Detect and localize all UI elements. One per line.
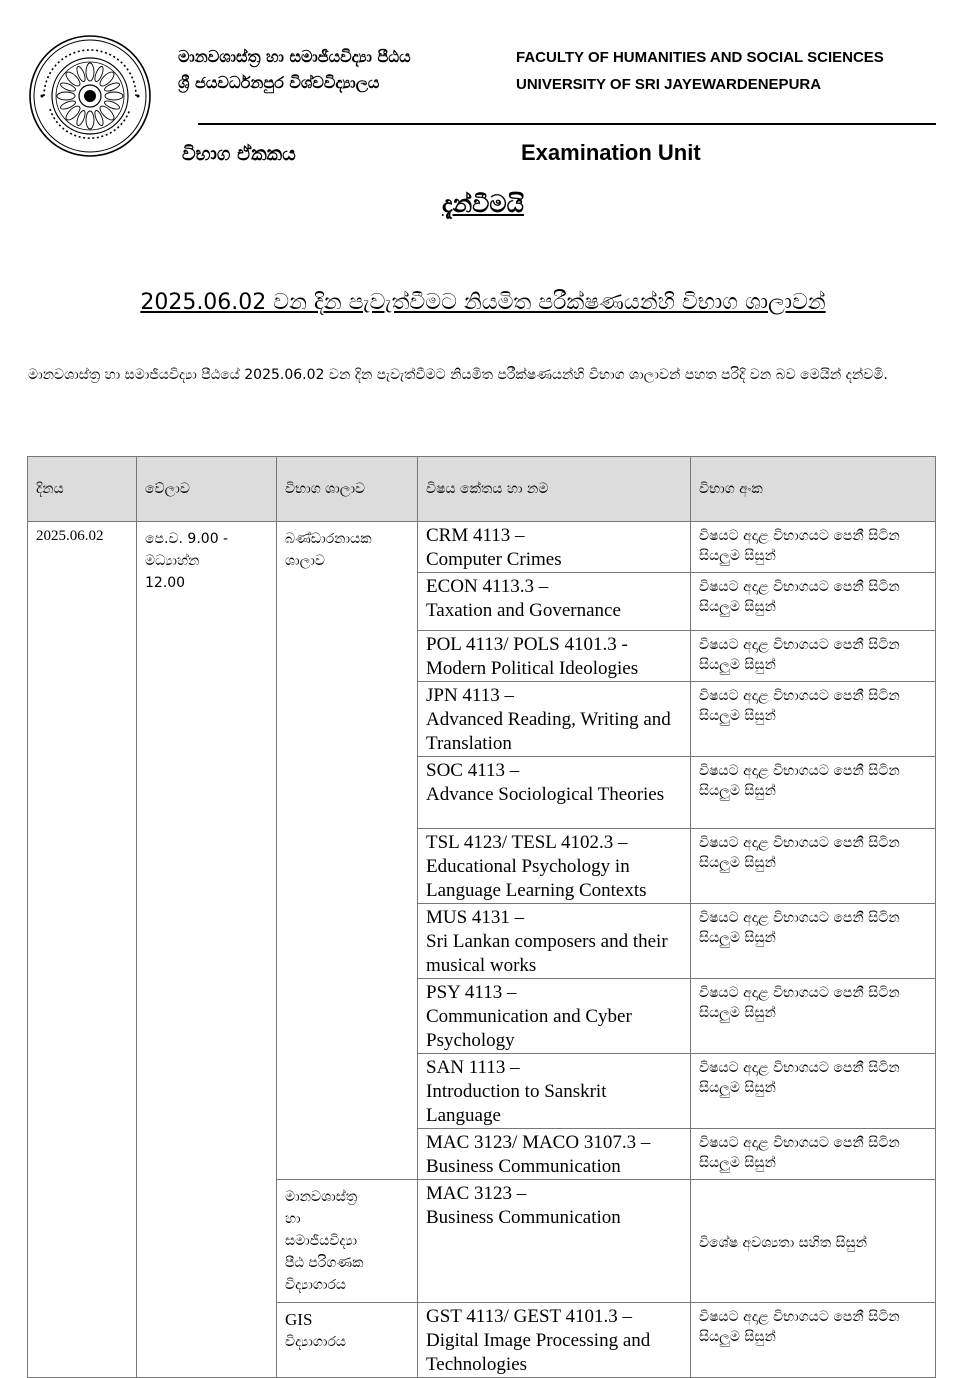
subject-name: Advance Sociological Theories (426, 784, 665, 805)
subject-cell (418, 1054, 691, 1129)
university-name-sinhala: ශ්‍රී ජයවර්ධනපුර විශ්වවිද්‍යාලය (178, 73, 380, 92)
subject-cell (418, 829, 691, 904)
hall-cell-bandaranayake (277, 522, 418, 1180)
eligibility-cell: විෂයට අදාළ විභාගයට පෙනී සිටින සියලුම සිසුන් (691, 1054, 936, 1129)
subject-code: SAN 1113 – (426, 1057, 520, 1078)
eligibility-cell: විෂයට අදාළ විභාගයට පෙනී සිටින සියලුම සිසුන් (691, 757, 936, 829)
eligibility-cell: විෂයට අදාළ විභාගයට පෙනී සිටින සියලුම සිසුන් (691, 1129, 936, 1180)
exam-halls-table (27, 456, 936, 1378)
time-cell (137, 522, 277, 1378)
eligibility-cell: විෂයට අදාළ විභාගයට පෙනී සිටින සියලුම සිසුන් (691, 1303, 936, 1378)
unit-name-sinhala: විභාග ඒකකය (182, 143, 296, 165)
university-name-english: UNIVERSITY OF SRI JAYEWARDENEPURA (516, 76, 822, 93)
time-start: පෙ.ව. 9.00 - (145, 531, 229, 547)
hall-name: හා (285, 1211, 301, 1227)
hall-name: විද්‍යාගාරය (285, 1277, 346, 1293)
eligibility-cell: විෂයට අදාළ විභාගයට පෙනී සිටින සියලුම සිසුන් (691, 904, 936, 979)
hall-cell-gis-lab (277, 1303, 418, 1378)
subject-cell (418, 1303, 691, 1378)
subject-cell (418, 979, 691, 1054)
eligibility-cell: විෂයට අදාළ විභාගයට පෙනී සිටින සියලුම සිසුන් (691, 829, 936, 904)
eligibility-cell: විෂයට අදාළ විභාගයට පෙනී සිටින සියලුම සිසුන් (691, 682, 936, 757)
subject-cell (418, 1129, 691, 1180)
subject-code: MAC 3123/ MACO 3107.3 – (426, 1132, 651, 1153)
subject-cell (418, 573, 691, 631)
subject-code: MUS 4131 – (426, 907, 525, 928)
subject-name: Computer Crimes (426, 549, 562, 570)
subject-name: Digital Image Processing and Technologies (426, 1330, 651, 1375)
faculty-name-sinhala: මානවශාස්ත්‍ර හා සමාජීයවිද්‍යා පීඨය (178, 47, 411, 66)
notice-title: දැන්වීමයි (442, 190, 524, 218)
subject-name: Communication and Cyber Psychology (426, 1006, 632, 1051)
eligibility-cell: විෂයට අදාළ විභාගයට පෙනී සිටින සියලුම සිසුන් (691, 573, 936, 631)
header-hall: විභාග ශාලාව (277, 457, 418, 522)
subject-cell (418, 631, 691, 682)
subject-name: Introduction to Sanskrit Language (426, 1081, 607, 1126)
subject-code: TSL 4123/ TESL 4102.3 – (426, 832, 628, 853)
table-header-row (28, 457, 936, 522)
header-sinhala (178, 44, 411, 96)
hall-name: සමාජීයවිද්‍යා (285, 1233, 358, 1249)
eligibility-cell: විශේෂ අවශ්‍යතා සහිත සිසුන් (691, 1180, 936, 1303)
subject-name: Sri Lankan composers and their musical works (426, 931, 668, 976)
subject-code: GST 4113/ GEST 4101.3 – (426, 1306, 633, 1327)
subject-code: MAC 3123 – (426, 1183, 527, 1204)
unit-name-english: Examination Unit (521, 140, 701, 165)
faculty-name-english: FACULTY OF HUMANITIES AND SOCIAL SCIENCES (516, 49, 884, 66)
eligibility-cell: විෂයට අදාළ විභාගයට පෙනී සිටින සියලුම සිසුන් (691, 979, 936, 1054)
hall-name: මානවශාස්ත්‍ර (285, 1189, 358, 1205)
subject-code: ECON 4113.3 – (426, 576, 549, 597)
subject-code: PSY 4113 – (426, 982, 517, 1003)
subject-name: Taxation and Governance (426, 600, 621, 621)
hall-name: ශාලාව (285, 553, 325, 569)
subject-name: Advanced Reading, Writing and Translation (426, 709, 671, 754)
subject-cell (418, 522, 691, 573)
subject-cell (418, 904, 691, 979)
eligibility-cell: විෂයට අදාළ විභාගයට පෙනී සිටින සියලුම සිසුන් (691, 631, 936, 682)
header-subject: විෂය කේතය හා නම (418, 457, 691, 522)
subject-name: Business Communication (426, 1156, 621, 1177)
header-divider (198, 123, 936, 125)
subject-code: JPN 4113 – (426, 685, 514, 706)
subject-code: POL 4113/ POLS 4101.3 - (426, 634, 628, 655)
subject-name: Educational Psychology in Language Learning Contexts (426, 856, 647, 901)
hall-name: විද්‍යාගාරය (285, 1334, 346, 1350)
header-date: දිනය (28, 457, 137, 522)
subject-code: CRM 4113 – (426, 525, 525, 546)
date-cell: 2025.06.02 (28, 522, 137, 1378)
intro-paragraph: මානවශාස්ත්‍ර හා සමාජීයවිද්‍යා පීඨයේ 2025.06.02 වන දින පැවැත්වීමට නියමිත පරීක්ෂණයන්හි විභාග ශාලාවන් පහත පරිදි වන බව මෙයින් දන්වමි. (28, 367, 888, 383)
hall-cell-computer-lab (277, 1180, 418, 1303)
hall-name: GIS (285, 1310, 313, 1329)
table-row (28, 522, 936, 573)
header-exam-numbers: විභාග අංක (691, 457, 936, 522)
time-end: 12.00 (145, 575, 186, 591)
eligibility-cell: විෂයට අදාළ විභාගයට පෙනී සිටින සියලුම සිසුන් (691, 522, 936, 573)
subject-name: Business Communication (426, 1207, 621, 1228)
subject-code: SOC 4113 – (426, 760, 520, 781)
subject-name: Modern Political Ideologies (426, 658, 639, 679)
hall-name: පීඨ පරිගණක (285, 1255, 364, 1271)
subject-cell (418, 757, 691, 829)
notice-subheading: 2025.06.02 වන දින පැවැත්වීමට නියමිත පරීක්ෂණයන්හි විභාග ශාලාවන් (140, 290, 826, 315)
header-time: වේලාව (137, 457, 277, 522)
subject-cell (418, 682, 691, 757)
time-midday-label: මධ්‍යාහ්න (145, 553, 200, 569)
subject-cell (418, 1180, 691, 1303)
hall-name: බණ්ඩාරනායක (285, 531, 372, 547)
university-seal-logo (28, 34, 152, 158)
header-english (516, 44, 884, 98)
